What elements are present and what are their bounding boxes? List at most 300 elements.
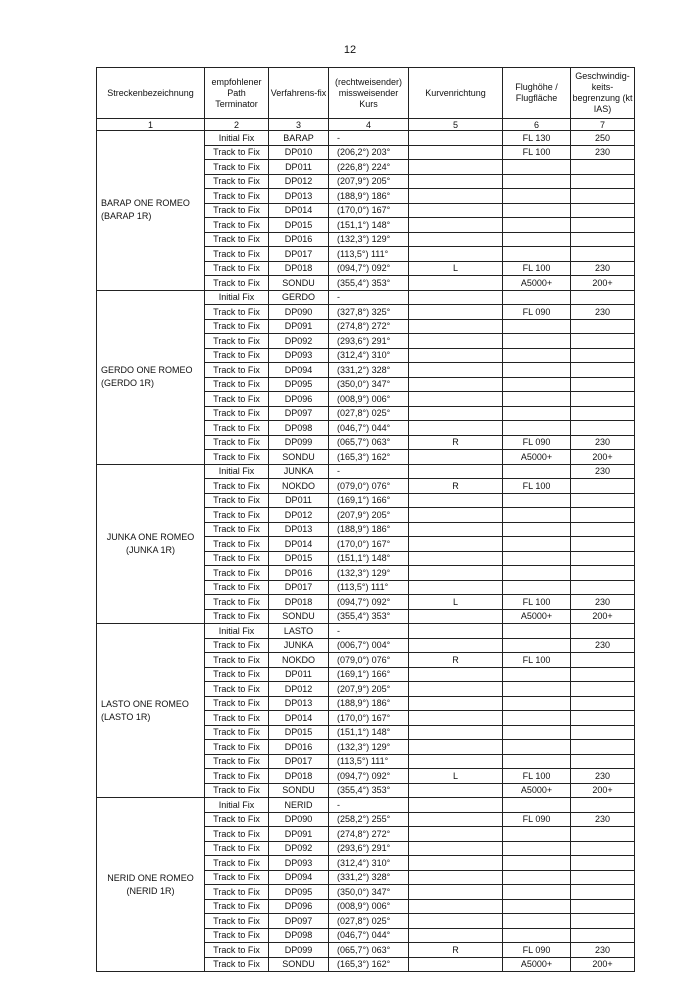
procedure-fix-cell: DP098	[269, 421, 329, 436]
procedure-fix-cell: DP016	[269, 740, 329, 755]
speed-limit-cell	[571, 392, 635, 407]
speed-limit-cell	[571, 696, 635, 711]
table-row	[97, 464, 635, 479]
turn-direction-cell	[409, 537, 503, 552]
table-row	[97, 624, 635, 639]
procedure-fix-cell: DP090	[269, 812, 329, 827]
altitude-cell: FL 100	[503, 145, 571, 160]
procedure-fix-cell: DP011	[269, 493, 329, 508]
speed-limit-cell	[571, 232, 635, 247]
speed-limit-cell	[571, 522, 635, 537]
path-terminator-cell: Track to Fix	[205, 450, 269, 465]
path-terminator-cell: Track to Fix	[205, 609, 269, 624]
procedure-fix-cell: DP015	[269, 725, 329, 740]
header-row	[97, 68, 635, 119]
altitude-cell	[503, 522, 571, 537]
procedure-fix-cell: DP012	[269, 682, 329, 697]
course-cell: (293,6°) 291°	[329, 841, 409, 856]
turn-direction-cell	[409, 450, 503, 465]
column-number: 4	[329, 119, 409, 131]
procedure-fix-cell: DP092	[269, 841, 329, 856]
path-terminator-cell: Track to Fix	[205, 334, 269, 349]
path-terminator-cell: Track to Fix	[205, 899, 269, 914]
procedure-fix-cell: DP090	[269, 305, 329, 320]
course-cell: (207,9°) 205°	[329, 508, 409, 523]
altitude-cell	[503, 290, 571, 305]
turn-direction-cell	[409, 145, 503, 160]
altitude-cell	[503, 160, 571, 175]
column-number: 7	[571, 119, 635, 131]
altitude-cell	[503, 638, 571, 653]
table-body	[97, 131, 635, 972]
path-terminator-cell: Initial Fix	[205, 290, 269, 305]
turn-direction-cell	[409, 406, 503, 421]
speed-limit-cell	[571, 740, 635, 755]
path-terminator-cell: Track to Fix	[205, 580, 269, 595]
course-cell: (094,7°) 092°	[329, 595, 409, 610]
course-cell: (151,1°) 148°	[329, 551, 409, 566]
altitude-cell	[503, 334, 571, 349]
path-terminator-cell: Track to Fix	[205, 145, 269, 160]
course-cell: (226,8°) 224°	[329, 160, 409, 175]
procedure-fix-cell: DP017	[269, 247, 329, 262]
procedure-fix-cell: DP094	[269, 363, 329, 378]
turn-direction-cell	[409, 928, 503, 943]
turn-direction-cell	[409, 870, 503, 885]
altitude-cell: FL 090	[503, 812, 571, 827]
path-terminator-cell: Track to Fix	[205, 711, 269, 726]
course-cell: (113,5°) 111°	[329, 580, 409, 595]
turn-direction-cell	[409, 305, 503, 320]
turn-direction-cell	[409, 203, 503, 218]
turn-direction-cell: L	[409, 595, 503, 610]
altitude-cell	[503, 841, 571, 856]
speed-limit-cell: 230	[571, 435, 635, 450]
course-cell: (274,8°) 272°	[329, 827, 409, 842]
speed-limit-cell	[571, 363, 635, 378]
turn-direction-cell	[409, 551, 503, 566]
altitude-cell	[503, 421, 571, 436]
course-cell: (206,2°) 203°	[329, 145, 409, 160]
speed-limit-cell	[571, 508, 635, 523]
turn-direction-cell	[409, 841, 503, 856]
procedure-fix-cell: DP016	[269, 566, 329, 581]
column-number: 5	[409, 119, 503, 131]
speed-limit-cell	[571, 319, 635, 334]
speed-limit-cell: 250	[571, 131, 635, 146]
speed-limit-cell	[571, 667, 635, 682]
path-terminator-cell: Initial Fix	[205, 798, 269, 813]
speed-limit-cell: 230	[571, 464, 635, 479]
course-cell: -	[329, 624, 409, 639]
route-name-line: (LASTO 1R)	[101, 711, 151, 722]
procedure-fix-cell: DP011	[269, 667, 329, 682]
route-name-line: GERDO ONE ROMEO	[101, 365, 193, 375]
turn-direction-cell: L	[409, 769, 503, 784]
course-cell: (065,7°) 063°	[329, 943, 409, 958]
procedure-fix-cell: DP014	[269, 711, 329, 726]
course-cell: -	[329, 464, 409, 479]
turn-direction-cell	[409, 609, 503, 624]
route-name-line: (JUNKA 1R)	[125, 544, 175, 555]
procedure-fix-cell: JUNKA	[269, 464, 329, 479]
speed-limit-cell	[571, 421, 635, 436]
speed-limit-cell	[571, 218, 635, 233]
altitude-cell	[503, 203, 571, 218]
speed-limit-cell	[571, 885, 635, 900]
course-cell: (113,5°) 111°	[329, 247, 409, 262]
procedure-fix-cell: SONDU	[269, 450, 329, 465]
altitude-cell	[503, 174, 571, 189]
altitude-cell	[503, 885, 571, 900]
path-terminator-cell: Track to Fix	[205, 943, 269, 958]
path-terminator-cell: Track to Fix	[205, 247, 269, 262]
procedure-fix-cell: NOKDO	[269, 653, 329, 668]
column-number: 6	[503, 119, 571, 131]
speed-limit-cell	[571, 827, 635, 842]
altitude-cell: FL 090	[503, 435, 571, 450]
speed-limit-cell: 200+	[571, 957, 635, 972]
speed-limit-cell	[571, 174, 635, 189]
course-cell: (027,8°) 025°	[329, 914, 409, 929]
turn-direction-cell	[409, 856, 503, 871]
path-terminator-cell: Track to Fix	[205, 682, 269, 697]
speed-limit-cell: 200+	[571, 276, 635, 291]
path-terminator-cell: Track to Fix	[205, 696, 269, 711]
procedure-fix-cell: DP097	[269, 914, 329, 929]
course-cell: -	[329, 131, 409, 146]
altitude-cell	[503, 363, 571, 378]
turn-direction-cell	[409, 885, 503, 900]
altitude-cell	[503, 406, 571, 421]
altitude-cell: A5000+	[503, 276, 571, 291]
path-terminator-cell: Track to Fix	[205, 276, 269, 291]
speed-limit-cell	[571, 406, 635, 421]
procedure-fix-cell: LASTO	[269, 624, 329, 639]
route-name-line: (BARAP 1R)	[101, 211, 152, 222]
path-terminator-cell: Track to Fix	[205, 189, 269, 204]
course-cell: (331,2°) 328°	[329, 363, 409, 378]
course-cell: (293,6°) 291°	[329, 334, 409, 349]
turn-direction-cell	[409, 218, 503, 233]
altitude-cell: FL 100	[503, 261, 571, 276]
turn-direction-cell	[409, 421, 503, 436]
speed-limit-cell: 230	[571, 261, 635, 276]
procedure-fix-cell: DP010	[269, 145, 329, 160]
speed-limit-cell	[571, 189, 635, 204]
speed-limit-cell	[571, 870, 635, 885]
route-name-line: JUNKA ONE ROMEO	[106, 531, 195, 542]
procedure-fix-cell: DP014	[269, 537, 329, 552]
course-cell: (165,3°) 162°	[329, 450, 409, 465]
altitude-cell: A5000+	[503, 450, 571, 465]
procedure-fix-cell: DP015	[269, 218, 329, 233]
procedure-fix-cell: DP098	[269, 928, 329, 943]
altitude-cell	[503, 247, 571, 262]
altitude-cell: A5000+	[503, 957, 571, 972]
course-cell: (008,9°) 006°	[329, 392, 409, 407]
speed-limit-cell	[571, 841, 635, 856]
turn-direction-cell	[409, 319, 503, 334]
turn-direction-cell: R	[409, 479, 503, 494]
procedure-fix-cell: DP011	[269, 160, 329, 175]
course-cell: -	[329, 290, 409, 305]
course-cell: (027,8°) 025°	[329, 406, 409, 421]
course-cell: (169,1°) 166°	[329, 667, 409, 682]
course-cell: (258,2°) 255°	[329, 812, 409, 827]
turn-direction-cell	[409, 334, 503, 349]
course-cell: (170,0°) 167°	[329, 711, 409, 726]
procedure-fix-cell: DP017	[269, 580, 329, 595]
procedure-fix-cell: JUNKA	[269, 638, 329, 653]
turn-direction-cell	[409, 696, 503, 711]
speed-limit-cell	[571, 203, 635, 218]
path-terminator-cell: Initial Fix	[205, 464, 269, 479]
route-name-cell	[97, 290, 205, 464]
altitude-cell: A5000+	[503, 609, 571, 624]
turn-direction-cell	[409, 348, 503, 363]
procedure-fix-cell: DP018	[269, 261, 329, 276]
table-row	[97, 290, 635, 305]
course-cell: (170,0°) 167°	[329, 203, 409, 218]
speed-limit-cell	[571, 725, 635, 740]
altitude-cell	[503, 189, 571, 204]
turn-direction-cell	[409, 957, 503, 972]
speed-limit-cell	[571, 377, 635, 392]
speed-limit-cell: 230	[571, 595, 635, 610]
procedure-fix-cell: DP013	[269, 189, 329, 204]
turn-direction-cell: R	[409, 943, 503, 958]
path-terminator-cell: Track to Fix	[205, 551, 269, 566]
course-cell: (169,1°) 166°	[329, 493, 409, 508]
header-turn-direction: Kurvenrichtung	[409, 68, 503, 119]
course-cell: (132,3°) 129°	[329, 740, 409, 755]
course-cell: (079,0°) 076°	[329, 653, 409, 668]
course-cell: (065,7°) 063°	[329, 435, 409, 450]
path-terminator-cell: Track to Fix	[205, 537, 269, 552]
procedure-fix-cell: SONDU	[269, 783, 329, 798]
path-terminator-cell: Track to Fix	[205, 218, 269, 233]
path-terminator-cell: Track to Fix	[205, 305, 269, 320]
header-route-name: Streckenbezeichnung	[97, 68, 205, 119]
table-row	[97, 798, 635, 813]
altitude-cell: A5000+	[503, 783, 571, 798]
altitude-cell: FL 090	[503, 305, 571, 320]
altitude-cell	[503, 508, 571, 523]
speed-limit-cell: 230	[571, 145, 635, 160]
altitude-cell	[503, 232, 571, 247]
turn-direction-cell	[409, 508, 503, 523]
route-name-cell	[97, 798, 205, 972]
altitude-cell	[503, 667, 571, 682]
turn-direction-cell	[409, 392, 503, 407]
turn-direction-cell	[409, 798, 503, 813]
header-procedure-fix: Verfahrens-fix	[269, 68, 329, 119]
route-name-cell	[97, 464, 205, 624]
procedure-fix-cell: DP096	[269, 899, 329, 914]
altitude-cell	[503, 899, 571, 914]
altitude-cell: FL 130	[503, 131, 571, 146]
turn-direction-cell	[409, 174, 503, 189]
course-cell: (079,0°) 076°	[329, 479, 409, 494]
path-terminator-cell: Track to Fix	[205, 957, 269, 972]
route-name-line: BARAP ONE ROMEO	[101, 198, 190, 209]
procedure-fix-cell: BARAP	[269, 131, 329, 146]
path-terminator-cell: Track to Fix	[205, 406, 269, 421]
altitude-cell	[503, 493, 571, 508]
turn-direction-cell	[409, 754, 503, 769]
procedure-fix-cell: NERID	[269, 798, 329, 813]
altitude-cell	[503, 551, 571, 566]
course-cell: (006,7°) 004°	[329, 638, 409, 653]
route-name-line: NERID ONE ROMEO	[107, 872, 194, 883]
course-cell: (207,9°) 205°	[329, 682, 409, 697]
speed-limit-cell	[571, 682, 635, 697]
header-altitude: Flughöhe / Flugfläche	[503, 68, 571, 119]
course-cell: (355,4°) 353°	[329, 609, 409, 624]
altitude-cell: FL 100	[503, 653, 571, 668]
course-cell: (188,9°) 186°	[329, 522, 409, 537]
speed-limit-cell: 200+	[571, 783, 635, 798]
procedure-fix-cell: DP095	[269, 885, 329, 900]
speed-limit-cell	[571, 711, 635, 726]
altitude-cell	[503, 464, 571, 479]
turn-direction-cell	[409, 899, 503, 914]
course-cell: (046,7°) 044°	[329, 928, 409, 943]
procedure-fix-cell: DP094	[269, 870, 329, 885]
course-cell: (350,0°) 347°	[329, 377, 409, 392]
course-cell: (165,3°) 162°	[329, 957, 409, 972]
turn-direction-cell	[409, 247, 503, 262]
altitude-cell	[503, 218, 571, 233]
turn-direction-cell	[409, 682, 503, 697]
path-terminator-cell: Track to Fix	[205, 754, 269, 769]
procedure-fix-cell: DP093	[269, 856, 329, 871]
turn-direction-cell	[409, 827, 503, 842]
course-cell: (046,7°) 044°	[329, 421, 409, 436]
route-name-line: LASTO ONE ROMEO	[101, 698, 189, 709]
path-terminator-cell: Track to Fix	[205, 174, 269, 189]
procedure-fix-cell: DP016	[269, 232, 329, 247]
path-terminator-cell: Track to Fix	[205, 479, 269, 494]
procedure-fix-cell: DP012	[269, 174, 329, 189]
speed-limit-cell	[571, 566, 635, 581]
path-terminator-cell: Track to Fix	[205, 914, 269, 929]
course-cell: (113,5°) 111°	[329, 754, 409, 769]
speed-limit-cell	[571, 493, 635, 508]
procedure-fix-cell: DP012	[269, 508, 329, 523]
speed-limit-cell	[571, 348, 635, 363]
turn-direction-cell	[409, 290, 503, 305]
path-terminator-cell: Track to Fix	[205, 377, 269, 392]
procedure-fix-cell: DP096	[269, 392, 329, 407]
procedure-fix-cell: DP091	[269, 319, 329, 334]
altitude-cell	[503, 624, 571, 639]
route-name-cell	[97, 624, 205, 798]
speed-limit-cell: 230	[571, 638, 635, 653]
speed-limit-cell	[571, 160, 635, 175]
turn-direction-cell	[409, 624, 503, 639]
path-terminator-cell: Track to Fix	[205, 392, 269, 407]
path-terminator-cell: Track to Fix	[205, 232, 269, 247]
altitude-cell	[503, 740, 571, 755]
column-number: 3	[269, 119, 329, 131]
speed-limit-cell: 200+	[571, 609, 635, 624]
path-terminator-cell: Initial Fix	[205, 624, 269, 639]
altitude-cell	[503, 711, 571, 726]
path-terminator-cell: Track to Fix	[205, 319, 269, 334]
altitude-cell	[503, 856, 571, 871]
procedure-fix-cell: GERDO	[269, 290, 329, 305]
course-cell: (132,3°) 129°	[329, 566, 409, 581]
altitude-cell	[503, 537, 571, 552]
speed-limit-cell	[571, 334, 635, 349]
path-terminator-cell: Track to Fix	[205, 856, 269, 871]
path-terminator-cell: Track to Fix	[205, 160, 269, 175]
speed-limit-cell	[571, 798, 635, 813]
header-speed-limit: Geschwindig-keits-begrenzung (kt IAS)	[571, 68, 635, 119]
altitude-cell: FL 090	[503, 943, 571, 958]
course-cell: (331,2°) 328°	[329, 870, 409, 885]
course-cell: (350,0°) 347°	[329, 885, 409, 900]
procedure-fix-cell: DP013	[269, 696, 329, 711]
course-cell: (274,8°) 272°	[329, 319, 409, 334]
turn-direction-cell: L	[409, 261, 503, 276]
turn-direction-cell	[409, 131, 503, 146]
turn-direction-cell	[409, 276, 503, 291]
altitude-cell	[503, 566, 571, 581]
turn-direction-cell	[409, 711, 503, 726]
procedure-fix-cell: DP099	[269, 435, 329, 450]
altitude-cell	[503, 682, 571, 697]
speed-limit-cell	[571, 290, 635, 305]
altitude-cell	[503, 870, 571, 885]
column-number: 2	[205, 119, 269, 131]
course-cell: (008,9°) 006°	[329, 899, 409, 914]
speed-limit-cell	[571, 754, 635, 769]
speed-limit-cell: 230	[571, 812, 635, 827]
altitude-cell	[503, 798, 571, 813]
course-cell: (355,4°) 353°	[329, 783, 409, 798]
path-terminator-cell: Track to Fix	[205, 508, 269, 523]
procedure-fix-cell: DP013	[269, 522, 329, 537]
course-cell: (151,1°) 148°	[329, 218, 409, 233]
path-terminator-cell: Track to Fix	[205, 363, 269, 378]
path-terminator-cell: Track to Fix	[205, 783, 269, 798]
procedure-fix-cell: DP092	[269, 334, 329, 349]
path-terminator-cell: Initial Fix	[205, 131, 269, 146]
course-cell: (094,7°) 092°	[329, 769, 409, 784]
altitude-cell	[503, 928, 571, 943]
speed-limit-cell	[571, 856, 635, 871]
path-terminator-cell: Track to Fix	[205, 885, 269, 900]
speed-limit-cell	[571, 899, 635, 914]
page-number: 12	[343, 44, 357, 56]
path-terminator-cell: Track to Fix	[205, 827, 269, 842]
turn-direction-cell	[409, 580, 503, 595]
speed-limit-cell	[571, 580, 635, 595]
speed-limit-cell	[571, 914, 635, 929]
altitude-cell	[503, 348, 571, 363]
turn-direction-cell	[409, 667, 503, 682]
turn-direction-cell	[409, 812, 503, 827]
turn-direction-cell	[409, 566, 503, 581]
procedure-fix-cell: DP014	[269, 203, 329, 218]
altitude-cell	[503, 319, 571, 334]
speed-limit-cell	[571, 928, 635, 943]
speed-limit-cell: 230	[571, 305, 635, 320]
path-terminator-cell: Track to Fix	[205, 740, 269, 755]
